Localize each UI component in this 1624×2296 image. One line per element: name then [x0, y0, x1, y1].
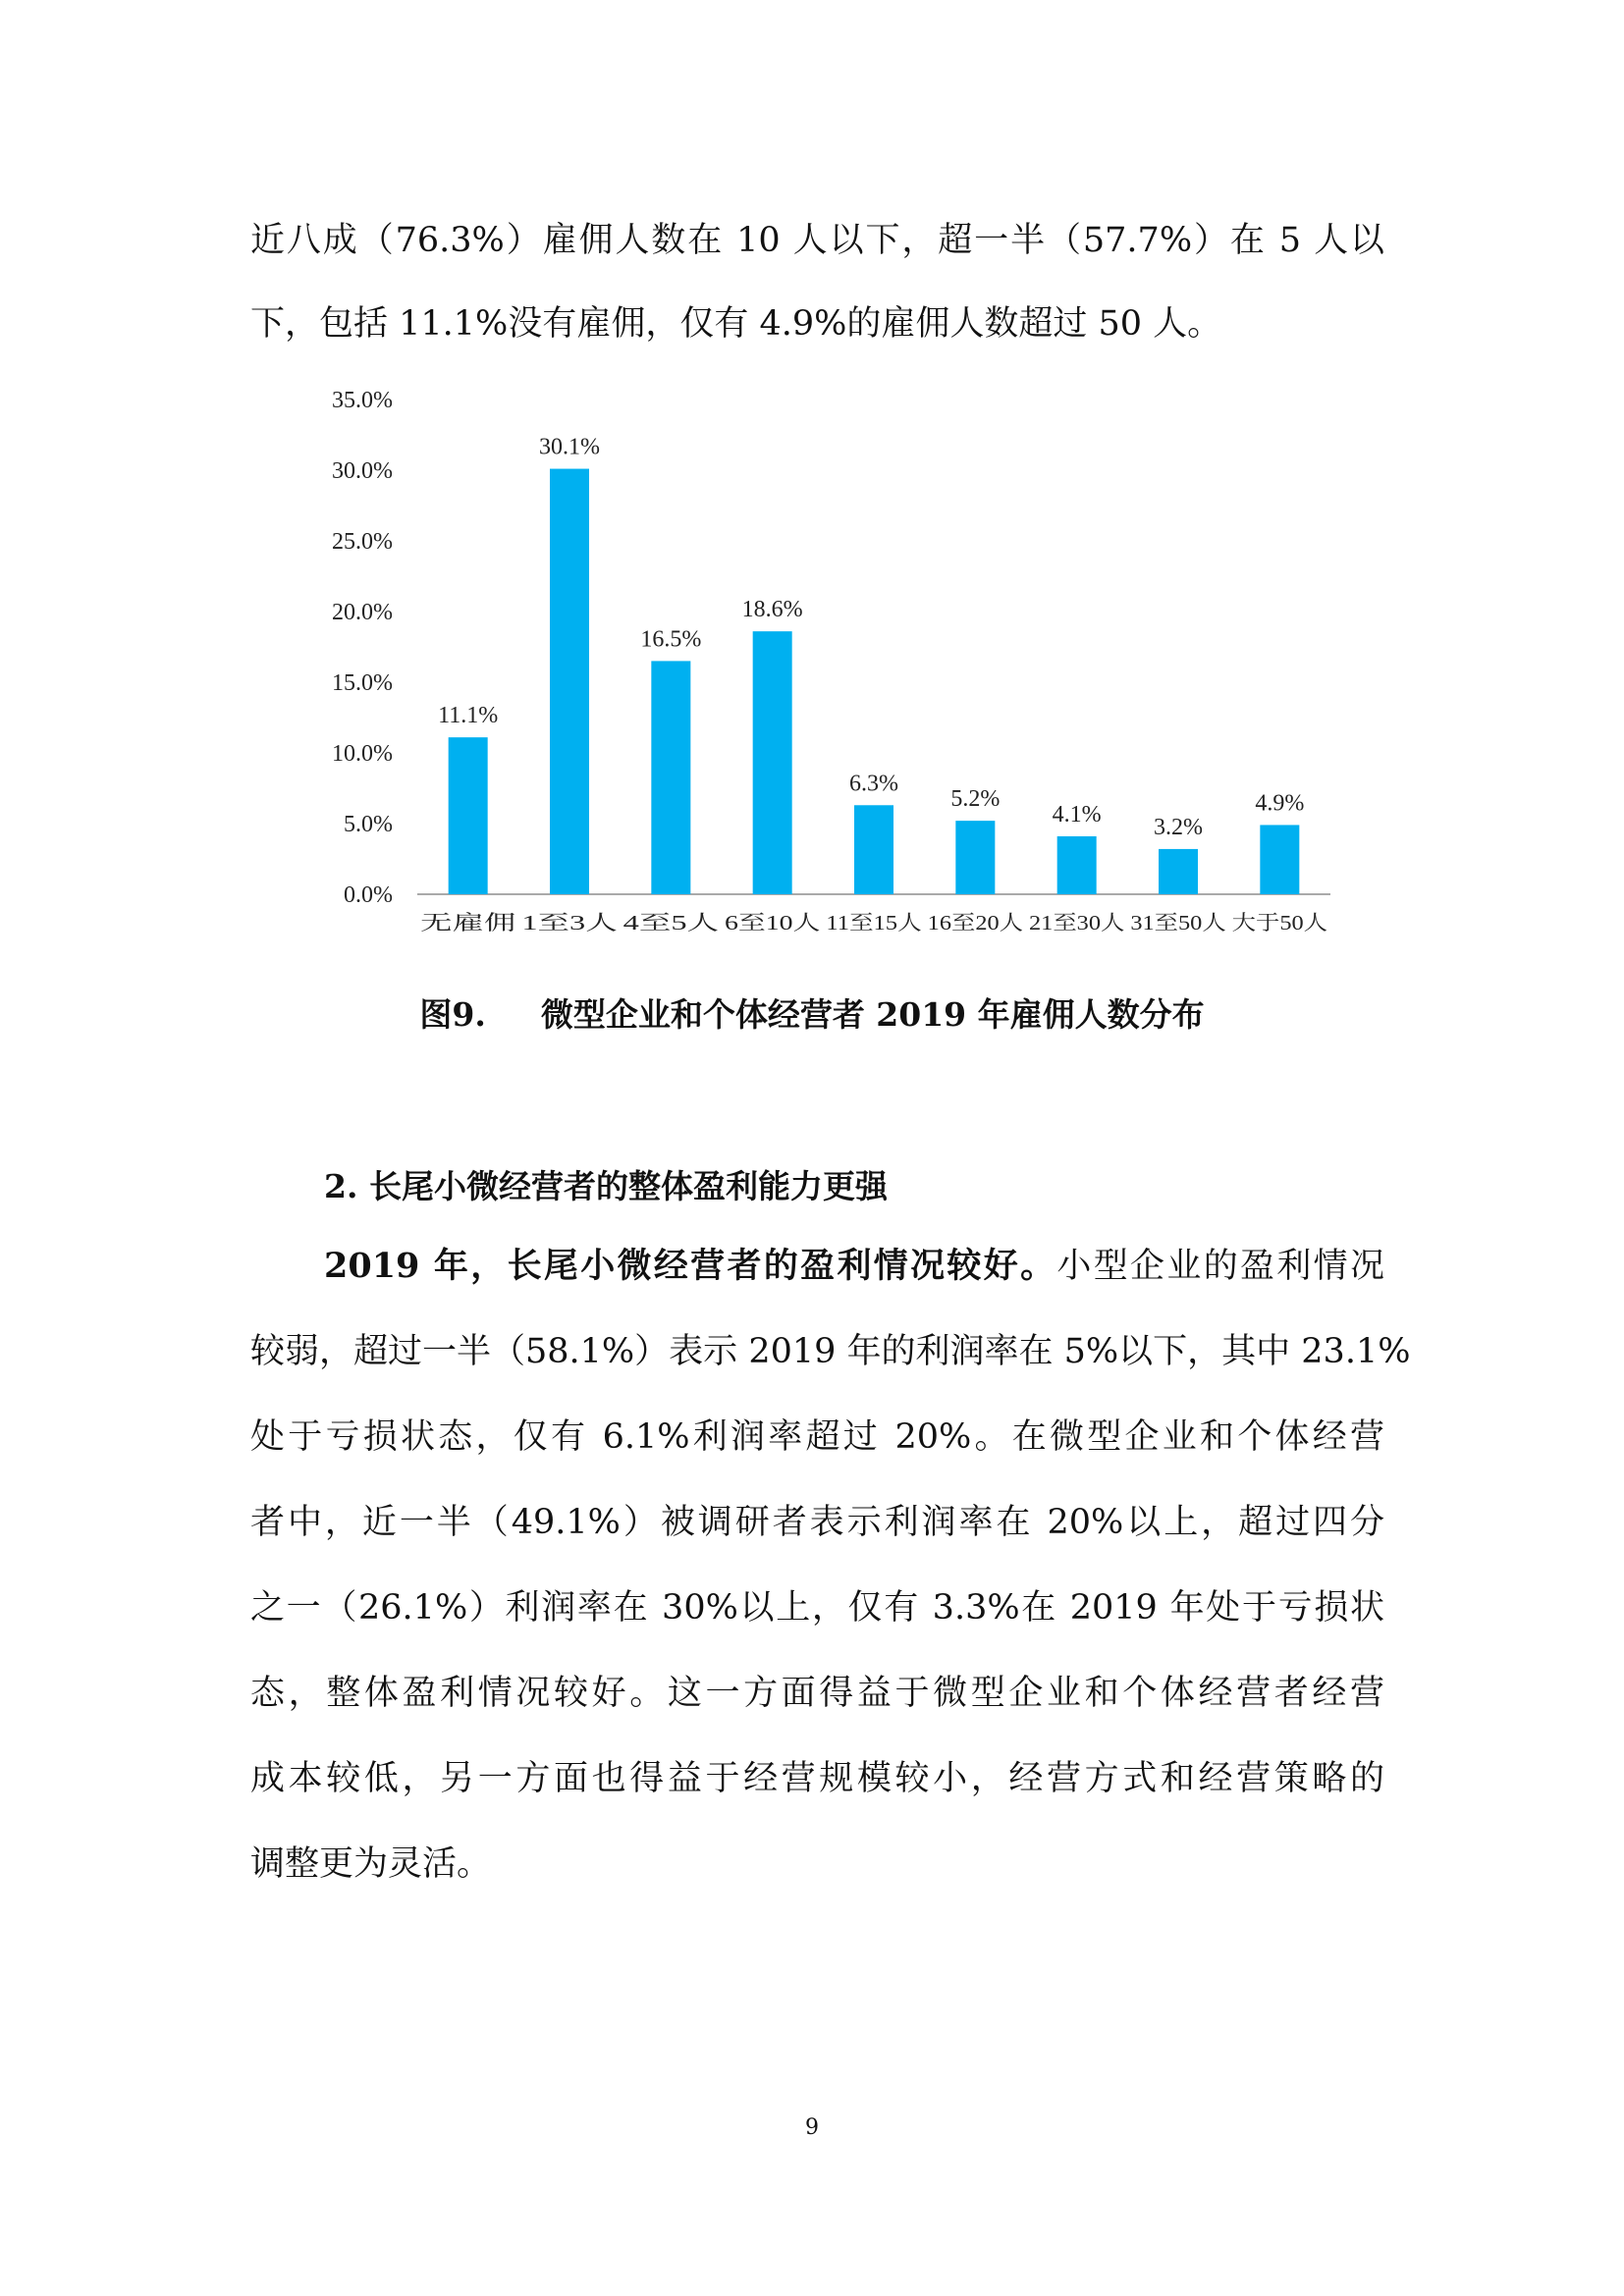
data-label: 5.2%	[950, 786, 1001, 813]
data-label: 4.9%	[1255, 790, 1305, 817]
first-line-rest: 小型企业的盈利情况	[1056, 1247, 1384, 1286]
page-number: 9	[805, 2115, 819, 2140]
figure-title: 微型企业和个体经营者 2019 年雇佣人数分布	[540, 995, 1205, 1034]
intro-line: 下，包括 11.1%没有雇佣，仅有 4.9%的雇佣人数超过 50 人。	[250, 304, 1222, 344]
bold-lead: 2019 年，长尾小微经营者的盈利情况较好。	[324, 1246, 1057, 1286]
paragraph-first-line	[324, 1247, 1384, 1286]
paragraph-line: 成本较低，另一方面也得益于经营规模较小，经营方式和经营策略的	[250, 1759, 1384, 1798]
data-label: 16.5%	[640, 626, 702, 653]
paragraph-line: 者中，近一半（49.1%）被调研者表示利润率在 20%以上，超过四分	[250, 1503, 1384, 1542]
paragraph-line: 之一（26.1%）利润率在 30%以上，仅有 3.3%在 2019 年处于亏损状	[250, 1588, 1384, 1628]
y-tick-label: 30.0%	[332, 458, 393, 484]
x-tick-label: 6至10人	[725, 911, 821, 934]
data-label: 11.1%	[438, 703, 499, 729]
paragraph-line: 处于亏损状态，仅有 6.1%利润率超过 20%。在微型企业和个体经营	[250, 1417, 1384, 1457]
figure-caption	[0, 989, 1624, 1036]
section-heading: 2. 长尾小微经营者的整体盈利能力更强	[324, 1167, 888, 1205]
x-tick-label: 21至30人	[1029, 911, 1125, 934]
y-tick-label: 20.0%	[332, 600, 393, 625]
bar-6	[1057, 836, 1097, 894]
employee-count-bar-chart	[295, 373, 1355, 952]
y-tick-label: 5.0%	[344, 812, 393, 837]
y-tick-label: 10.0%	[332, 741, 393, 767]
x-tick-label: 大于50人	[1231, 911, 1327, 934]
intro-line: 近八成（76.3%）雇佣人数在 10 人以下，超一半（57.7%）在 5 人以	[250, 221, 1384, 260]
figure-number: 图9.	[419, 995, 486, 1034]
y-tick-label: 15.0%	[332, 670, 393, 696]
y-tick-label: 0.0%	[344, 882, 393, 908]
bar-0	[449, 737, 488, 894]
y-tick-label: 25.0%	[332, 529, 393, 555]
bar-4	[854, 805, 893, 894]
bar-2	[651, 661, 690, 894]
x-tick-label: 无雇佣	[420, 911, 516, 934]
data-label: 4.1%	[1052, 801, 1102, 828]
bar-1	[550, 469, 589, 894]
data-label: 30.1%	[539, 434, 600, 460]
data-label: 3.2%	[1154, 814, 1203, 840]
bar-7	[1159, 849, 1198, 894]
paragraph-line: 调整更为灵活。	[250, 1844, 492, 1884]
x-tick-label: 1至3人	[521, 911, 618, 934]
bar-8	[1260, 825, 1299, 894]
bar-3	[753, 631, 792, 894]
paragraph-line: 态，整体盈利情况较好。这一方面得益于微型企业和个体经营者经营	[250, 1674, 1384, 1713]
data-label: 6.3%	[849, 771, 898, 797]
x-tick-label: 16至20人	[927, 911, 1023, 934]
data-label: 18.6%	[741, 597, 803, 623]
paragraph-line: 较弱，超过一半（58.1%）表示 2019 年的利润率在 5%以下，其中 23.1%	[250, 1332, 1411, 1371]
y-tick-label: 35.0%	[332, 388, 393, 413]
x-tick-label: 31至50人	[1130, 911, 1226, 934]
x-tick-label: 4至5人	[623, 911, 719, 934]
bar-5	[955, 821, 995, 894]
x-tick-label: 11至15人	[826, 911, 922, 934]
